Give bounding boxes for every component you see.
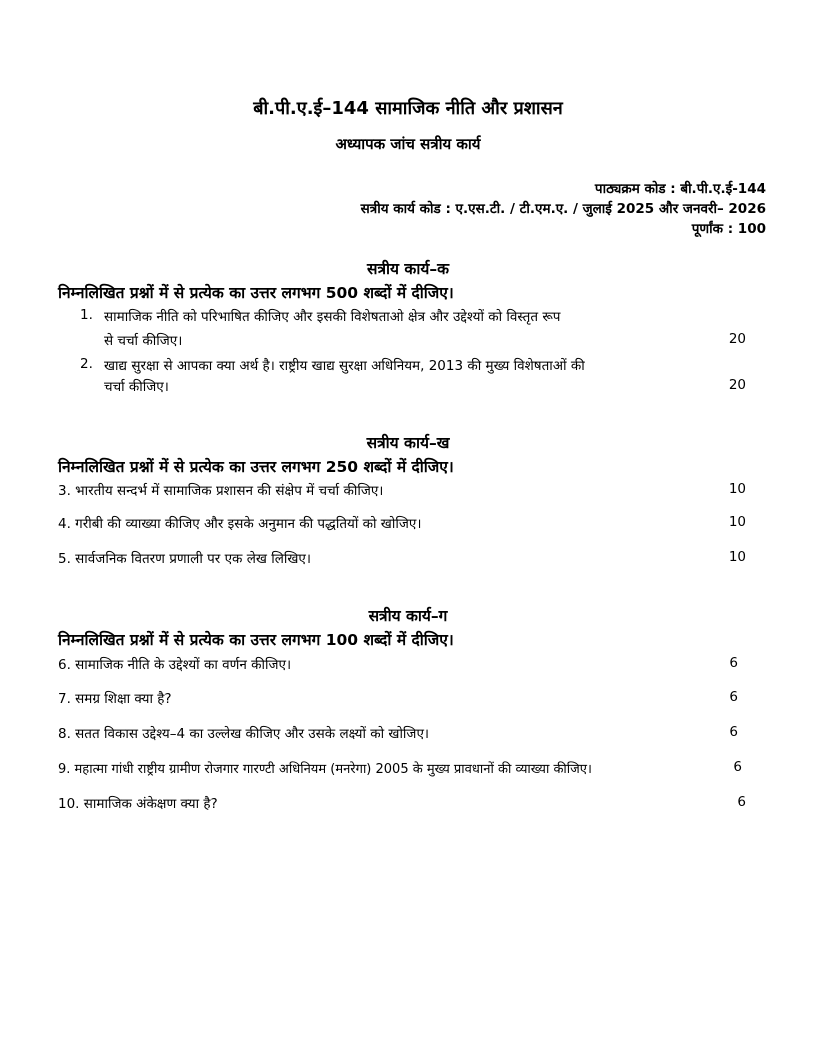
question-number: 1. xyxy=(80,307,93,323)
question-marks: 6 xyxy=(729,655,738,671)
question-number: 2. xyxy=(80,356,93,372)
question-marks: 10 xyxy=(728,549,746,565)
question-marks: 10 xyxy=(728,514,746,530)
question-text: खाद्य सुरक्षा से आपका क्या अर्थ है। राष्ट्रीय खाद्य सुरक्षा अधिनियम, 2013 की मुख्य विशेषताओं की xyxy=(104,358,585,374)
question-marks: 6 xyxy=(729,689,738,705)
course-code: पाठ्यक्रम कोड : बी.पी.ए.ई-144 xyxy=(594,181,766,197)
question-text-cont: चर्चा कीजिए। xyxy=(104,379,169,395)
question-text-cont: से चर्चा कीजिए। xyxy=(104,333,183,349)
question-text: 8. सतत विकास उद्देश्य–4 का उल्लेख कीजिए और उसके लक्ष्यों को खोजिए। xyxy=(58,726,430,742)
question-marks: 20 xyxy=(728,377,746,393)
question-text: 4. गरीबी की व्याख्या कीजिए और इसके अनुमान की पद्धतियों को खोजिए। xyxy=(58,516,422,532)
max-marks: पूर्णांक : 100 xyxy=(691,221,766,237)
question-marks: 6 xyxy=(737,794,746,810)
question-text: 5. सार्वजनिक वितरण प्रणाली पर एक लेख लिखिए। xyxy=(58,551,311,567)
question-text: 10. सामाजिक अंकेक्षण क्या है? xyxy=(58,796,218,812)
question-text: 6. सामाजिक नीति के उद्देश्यों का वर्णन कीजिए। xyxy=(58,657,292,673)
section-heading-b: सत्रीय कार्य–ख xyxy=(366,434,450,452)
question-marks: 6 xyxy=(733,759,742,775)
page-subtitle: अध्यापक जांच सत्रीय कार्य xyxy=(335,135,481,153)
section-instruction-a: निम्नलिखित प्रश्नों में से प्रत्येक का उत्तर लगभग 500 शब्दों में दीजिए। xyxy=(58,284,454,302)
page-title: बी.पी.ए.ई–144 सामाजिक नीति और प्रशासन xyxy=(253,98,563,119)
question-marks: 6 xyxy=(729,724,738,740)
question-marks: 10 xyxy=(728,481,746,497)
question-text: 7. समग्र शिक्षा क्या है? xyxy=(58,691,172,707)
question-text: सामाजिक नीति को परिभाषित कीजिए और इसकी विशेषताओ क्षेत्र और उद्देश्यों को विस्तृत रूप xyxy=(104,309,561,325)
question-marks: 20 xyxy=(728,331,746,347)
section-heading-c: सत्रीय कार्य–ग xyxy=(368,607,448,625)
question-text: 3. भारतीय सन्दर्भ में सामाजिक प्रशासन की संक्षेप में चर्चा कीजिए। xyxy=(58,483,384,499)
question-text: 9. महात्मा गांधी राष्ट्रीय ग्रामीण रोजगार गारण्टी अधिनियम (मनरेगा) 2005 के मुख्य प्रावधानों की व्याख्या कीजिए। xyxy=(58,762,592,777)
section-heading-a: सत्रीय कार्य–क xyxy=(367,260,449,278)
section-instruction-b: निम्नलिखित प्रश्नों में से प्रत्येक का उत्तर लगभग 250 शब्दों में दीजिए। xyxy=(58,458,454,476)
section-instruction-c: निम्नलिखित प्रश्नों में से प्रत्येक का उत्तर लगभग 100 शब्दों में दीजिए। xyxy=(58,631,454,649)
assignment-code: सत्रीय कार्य कोड : ए.एस.टी. / टी.एम.ए. / जुलाई 2025 और जनवरी– 2026 xyxy=(360,201,766,217)
